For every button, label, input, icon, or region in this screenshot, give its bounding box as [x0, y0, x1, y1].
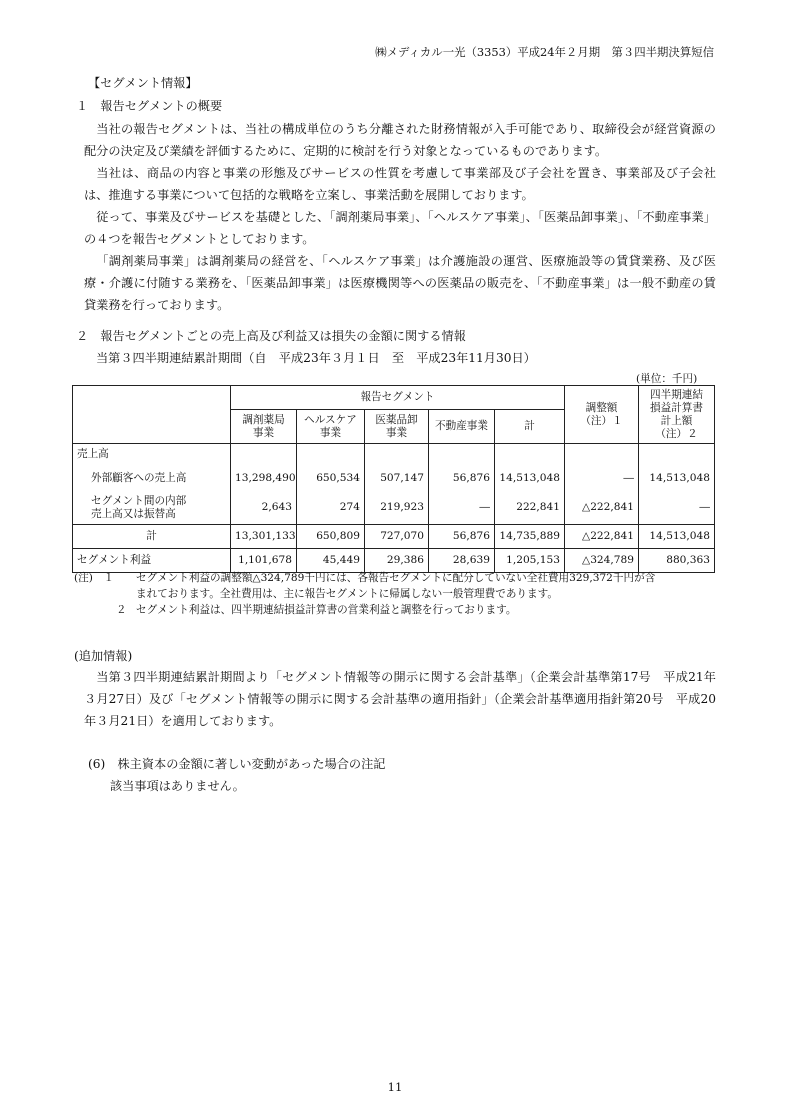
cell: 2,643 — [231, 492, 297, 525]
cell: 650,534 — [297, 465, 365, 492]
table-row-intersegment — [73, 492, 715, 525]
cell: 1,101,678 — [231, 549, 297, 573]
cell: 14,513,048 — [495, 465, 565, 492]
header-realestate: 不動産事業 — [429, 410, 495, 444]
header-blank-cell — [73, 386, 231, 444]
note1-line1: セグメント利益の調整額△324,789千円には、各報告セグメントに配分していない全社費用329,372千円が含 — [136, 572, 656, 584]
note1-line2: まれております。全社費用は、主に報告セグメントに帰属しない一般管理費であります。 — [136, 588, 558, 600]
s6-text: 該当事項はありません。 — [110, 779, 245, 793]
page-header: ㈱メディカル一光（3353）平成24年２月期 第３四半期決算短信 — [375, 45, 714, 59]
table-row-profit — [73, 549, 715, 573]
s1-heading: １ 報告セグメントの概要 — [76, 99, 223, 113]
cell: 13,298,490 — [231, 465, 297, 492]
page-number: 11 — [387, 1080, 403, 1094]
cell: △222,841 — [565, 492, 639, 525]
cell: 56,876 — [429, 465, 495, 492]
unit-label: (単位：千円) — [636, 373, 698, 385]
cell: 14,513,048 — [639, 525, 715, 549]
cell: 14,735,889 — [495, 525, 565, 549]
header-consolidated-line3: 計上額 — [660, 414, 693, 427]
table-header-row-1 — [73, 386, 715, 410]
s6-heading: (6) 株主資本の金額に著しい変動があった場合の注記 — [88, 757, 386, 771]
s2-heading: ２ 報告セグメントごとの売上高及び利益又は損失の金額に関する情報 — [76, 329, 466, 343]
row-label: 計 — [73, 525, 231, 549]
cell: △324,789 — [565, 549, 639, 573]
header-adjustment — [565, 386, 639, 444]
cell: 880,363 — [639, 549, 715, 573]
row-label: 売上高 — [73, 444, 231, 465]
cell: ― — [429, 492, 495, 525]
s1-paragraph-4: 「調剤薬局事業」は調剤薬局の経営を、「ヘルスケア事業」は介護施設の運営、医療施設等の賃貸業務、及び医療・介護に付随する業務を、「医薬品卸事業」は医療機関等への医薬品の販売を、「不動産事業」は一般不動産の賃貸業務を行っております。 — [84, 254, 716, 312]
cell: 56,876 — [429, 525, 495, 549]
cell: 1,205,153 — [495, 549, 565, 573]
row-label-line2: 売上高又は振替高 — [91, 507, 176, 520]
cell: ― — [639, 492, 715, 525]
header-dispensing — [231, 410, 297, 444]
cell: 45,449 — [297, 549, 365, 573]
header-consolidated-line4: （注）２ — [655, 427, 698, 440]
s1-paragraph-2: 当社は、商品の内容と事業の形態及びサービスの性質を考慮して事業部及び子会社を置き、事業部及び子会社は、推進する事業について包括的な戦略を立案し、事業活動を展開しております。 — [84, 166, 716, 202]
note2-mark: ２ — [116, 604, 127, 616]
row-label: セグメント利益 — [73, 549, 231, 573]
cell: 219,923 — [365, 492, 429, 525]
header-subtotal: 計 — [495, 410, 565, 444]
cell: 14,513,048 — [639, 465, 715, 492]
table-row-total — [73, 525, 715, 549]
table-row-sales — [73, 444, 715, 465]
cell: 222,841 — [495, 492, 565, 525]
header-dispensing-text: 調剤薬局事業 — [242, 413, 285, 439]
cell: 29,386 — [365, 549, 429, 573]
cell: ― — [565, 465, 639, 492]
cell: 507,147 — [365, 465, 429, 492]
header-consolidated-line1: 四半期連結 — [650, 388, 703, 401]
s1-paragraph-3: 従って、事業及びサービスを基礎とした、「調剤薬局事業」、「ヘルスケア事業」、「医薬品卸事業」、「不動産事業」の４つを報告セグメントとしております。 — [84, 210, 716, 246]
header-healthcare — [297, 410, 365, 444]
note2-text: セグメント利益は、四半期連結損益計算書の営業利益と調整を行っております。 — [136, 604, 517, 616]
row-label-line1: セグメント間の内部 — [91, 494, 187, 507]
section-title: 【セグメント情報】 — [88, 76, 198, 90]
row-label: 外部顧客への売上高 — [73, 465, 231, 492]
s1-paragraph-1: 当社の報告セグメントは、当社の構成単位のうち分離された財務情報が入手可能であり、取締役会が経営資源の配分の決定及び業績を評価するために、定期的に検討を行う対象となっているものであります。 — [84, 122, 716, 158]
row-label — [73, 492, 231, 525]
header-healthcare-text: ヘルスケア事業 — [304, 413, 357, 439]
group-header: 報告セグメント — [231, 386, 565, 410]
header-adjustment-line1: 調整額 — [585, 401, 618, 414]
additional-text: 当第３四半期連結累計期間より「セグメント情報等の開示に関する会計基準」（企業会計基準第17号 平成21年３月27日）及び「セグメント情報等の開示に関する会計基準の適用指針」（企業会計基準適用指針第20号 平成20年３月21日）を適用しております。 — [84, 670, 716, 728]
cell: 28,639 — [429, 549, 495, 573]
segment-table — [72, 385, 715, 573]
cell: 727,070 — [365, 525, 429, 549]
cell: 650,809 — [297, 525, 365, 549]
header-wholesale — [365, 410, 429, 444]
header-consolidated — [639, 386, 715, 444]
cell: 274 — [297, 492, 365, 525]
header-consolidated-line2: 損益計算書 — [650, 401, 703, 414]
header-adjustment-line2: （注）１ — [580, 414, 623, 427]
cell: 13,301,133 — [231, 525, 297, 549]
s2-period: 当第３四半期連結累計期間（自 平成23年３月１日 至 平成23年11月30日） — [96, 351, 536, 365]
additional-heading: (追加情報) — [74, 649, 133, 663]
table-row-external — [73, 465, 715, 492]
note1-mark: (注) １ — [74, 572, 115, 584]
cell: △222,841 — [565, 525, 639, 549]
header-wholesale-text: 医薬品卸事業 — [375, 413, 418, 439]
